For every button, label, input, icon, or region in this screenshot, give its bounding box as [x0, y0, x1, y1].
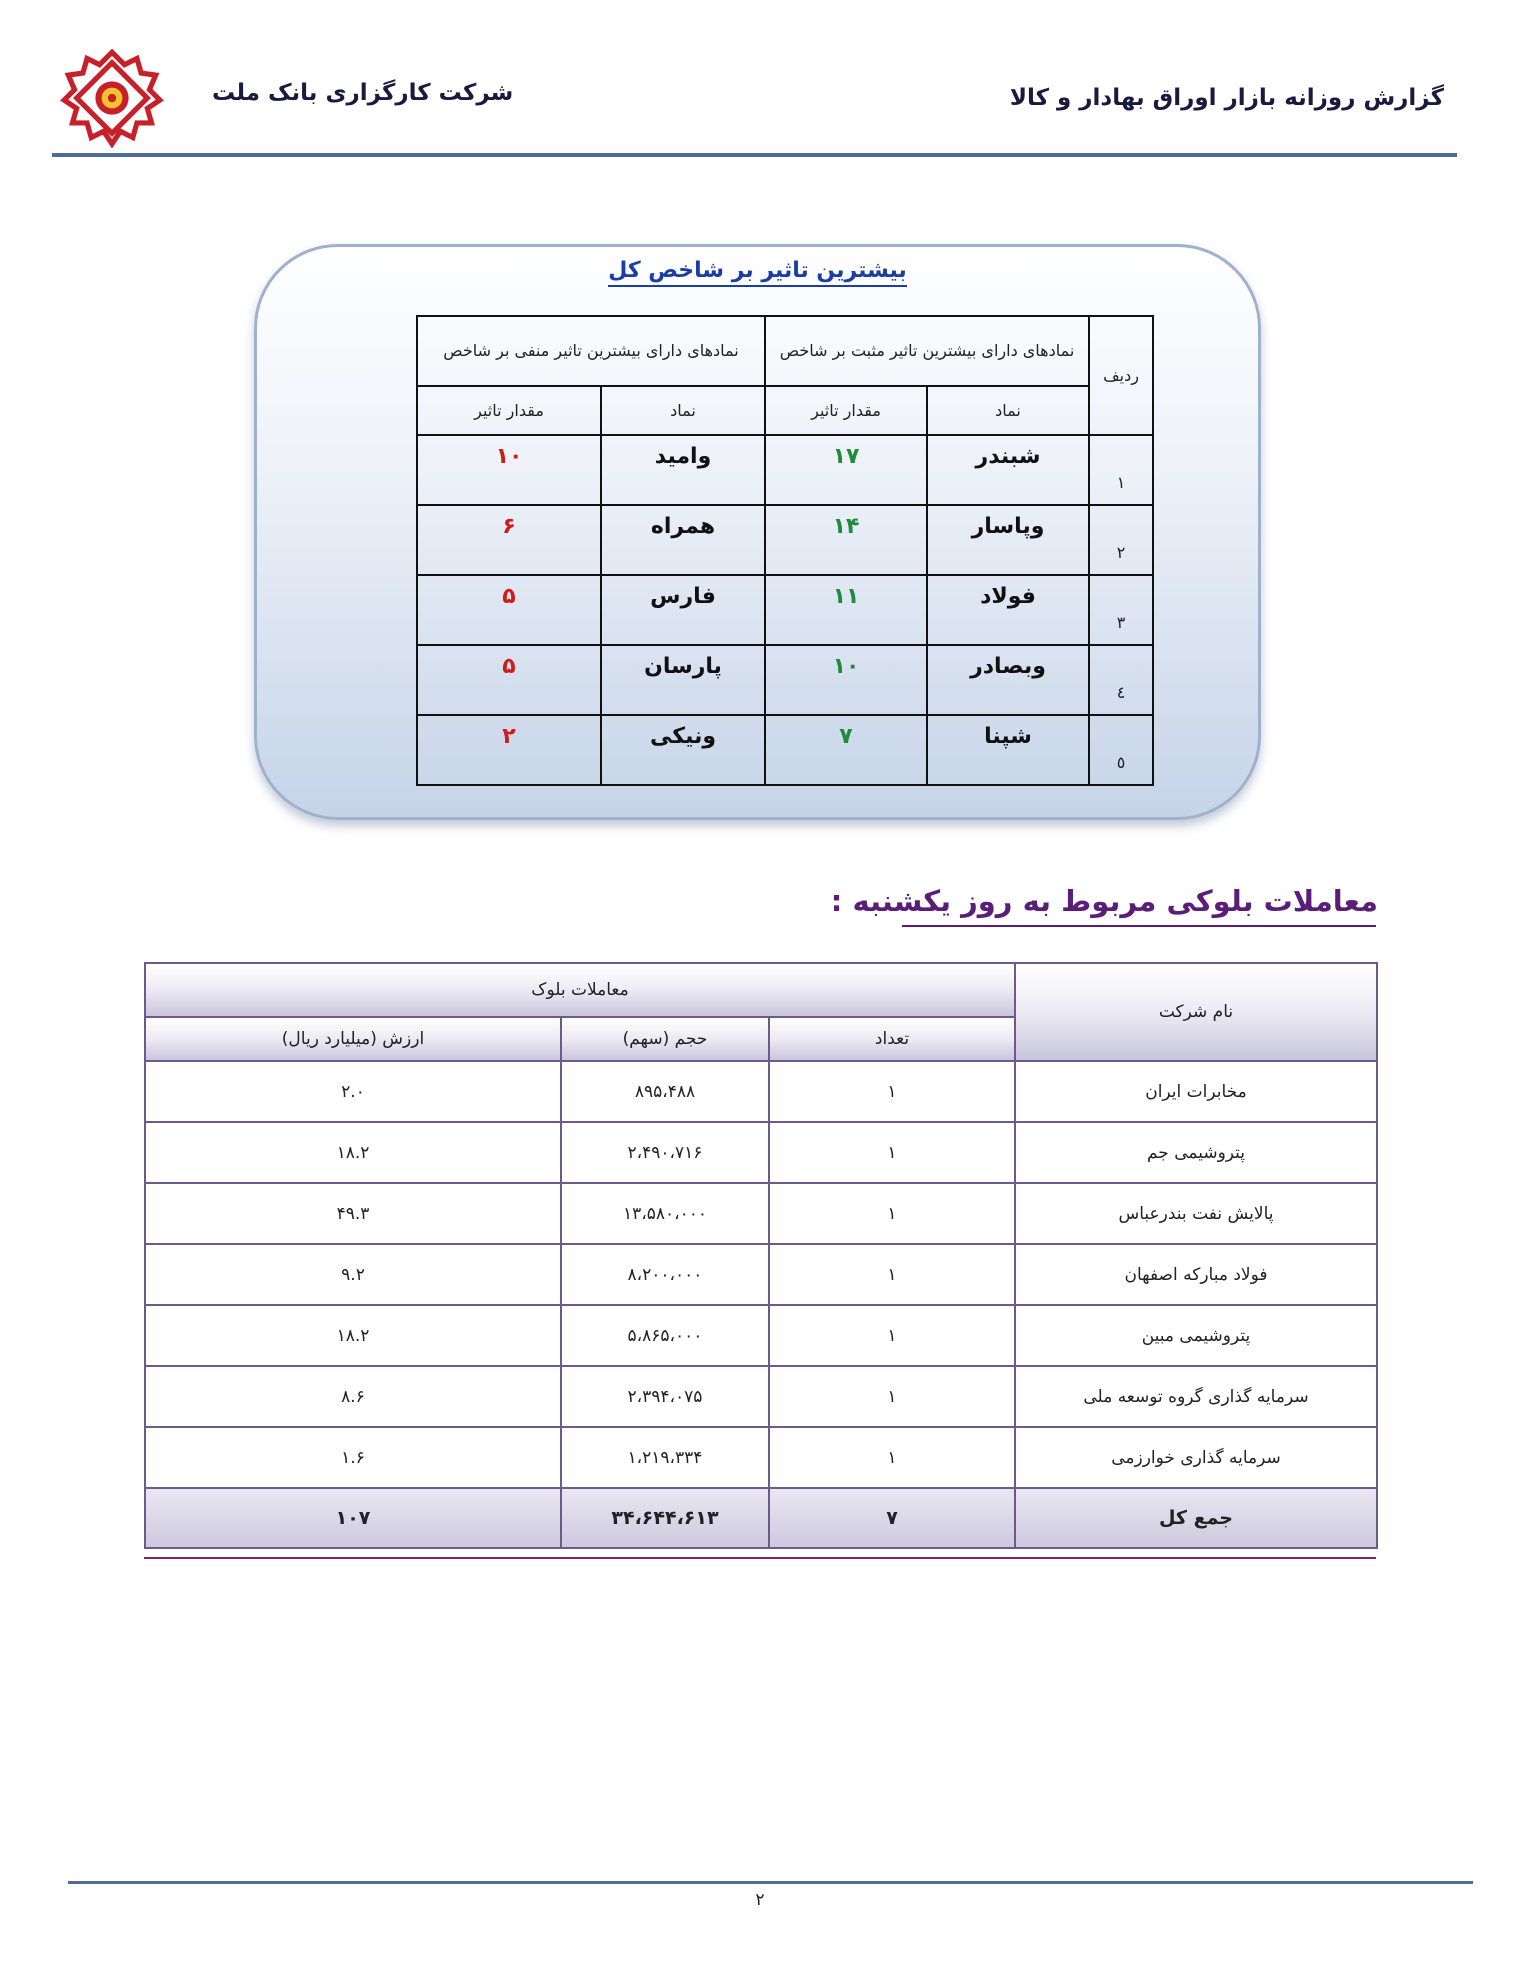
total-value: ۱۰۷ [145, 1488, 561, 1548]
value-cell: ۲.۰ [145, 1061, 561, 1122]
value-cell: ۹.۲ [145, 1244, 561, 1305]
value-cell: ۸.۶ [145, 1366, 561, 1427]
header-row-number: ردیف [1089, 316, 1153, 435]
table-row [145, 1305, 1377, 1366]
positive-symbol: شبندر [927, 435, 1089, 505]
count-cell: ۱ [769, 1122, 1015, 1183]
header-negative-impact: مقدار تاثیر [417, 386, 601, 435]
company-name-cell: پتروشیمی مبین [1015, 1305, 1377, 1366]
table-row [417, 435, 1153, 505]
page-number: ۲ [755, 1890, 765, 1910]
table-row [417, 505, 1153, 575]
negative-symbol: پارسان [601, 645, 765, 715]
positive-impact-value: ۱۱ [765, 575, 927, 645]
row-number: ۳ [1089, 575, 1153, 645]
table-row [145, 1244, 1377, 1305]
volume-cell: ۵،۸۶۵،۰۰۰ [561, 1305, 769, 1366]
volume-cell: ۲،۳۹۴،۰۷۵ [561, 1366, 769, 1427]
negative-impact-value: ۱۰ [417, 435, 601, 505]
positive-impact-value: ۷ [765, 715, 927, 785]
block-trades-title: معاملات بلوکی مربوط به روز یکشنبه : [830, 884, 1378, 918]
header-count: تعداد [769, 1017, 1015, 1061]
index-impact-table [416, 315, 1154, 786]
positive-symbol: وپاسار [927, 505, 1089, 575]
negative-symbol: وامید [601, 435, 765, 505]
total-row [145, 1488, 1377, 1548]
table-row [145, 1427, 1377, 1488]
block-trades-table [144, 962, 1378, 1549]
negative-impact-value: ۵ [417, 645, 601, 715]
table-row [145, 1061, 1377, 1122]
negative-impact-value: ۶ [417, 505, 601, 575]
value-cell: ۱.۶ [145, 1427, 561, 1488]
company-name-cell: پالایش نفت بندرعباس [1015, 1183, 1377, 1244]
bank-mellat-logo-icon [60, 46, 164, 150]
header-block-group: معاملات بلوک [145, 963, 1015, 1017]
table-row [145, 1183, 1377, 1244]
negative-impact-value: ۵ [417, 575, 601, 645]
total-count: ۷ [769, 1488, 1015, 1548]
negative-symbol: فارس [601, 575, 765, 645]
header-positive-impact: مقدار تاثیر [765, 386, 927, 435]
table-row [145, 1366, 1377, 1427]
volume-cell: ۱۳،۵۸۰،۰۰۰ [561, 1183, 769, 1244]
negative-symbol: همراه [601, 505, 765, 575]
value-cell: ۱۸.۲ [145, 1305, 561, 1366]
volume-cell: ۸۹۵،۴۸۸ [561, 1061, 769, 1122]
volume-cell: ۲،۴۹۰،۷۱۶ [561, 1122, 769, 1183]
header-positive-group: نمادهای دارای بیشترین تاثیر مثبت بر شاخص [765, 316, 1089, 386]
positive-impact-value: ۱۰ [765, 645, 927, 715]
company-name: شرکت کارگزاری بانک ملت [212, 80, 514, 106]
row-number: ۱ [1089, 435, 1153, 505]
header-value: ارزش (میلیارد ریال) [145, 1017, 561, 1061]
count-cell: ۱ [769, 1427, 1015, 1488]
company-name-cell: سرمایه گذاری خوارزمی [1015, 1427, 1377, 1488]
header-divider [52, 153, 1457, 157]
negative-symbol: ونیکی [601, 715, 765, 785]
table-row [417, 715, 1153, 785]
positive-impact-value: ۱۴ [765, 505, 927, 575]
row-number: ٥ [1089, 715, 1153, 785]
header-negative-symbol: نماد [601, 386, 765, 435]
count-cell: ۱ [769, 1183, 1015, 1244]
count-cell: ۱ [769, 1061, 1015, 1122]
positive-impact-value: ۱۷ [765, 435, 927, 505]
count-cell: ۱ [769, 1366, 1015, 1427]
report-title: گزارش روزانه بازار اوراق بهادار و کالا [1009, 85, 1444, 111]
company-name-cell: پتروشیمی جم [1015, 1122, 1377, 1183]
table-row [145, 1122, 1377, 1183]
total-label: جمع کل [1015, 1488, 1377, 1548]
block-trades-bottom-rule [144, 1557, 1376, 1559]
table-row [417, 575, 1153, 645]
value-cell: ۴۹.۳ [145, 1183, 561, 1244]
volume-cell: ۱،۲۱۹،۳۳۴ [561, 1427, 769, 1488]
company-name-cell: سرمایه گذاری گروه توسعه ملی [1015, 1366, 1377, 1427]
company-name-cell: مخابرات ایران [1015, 1061, 1377, 1122]
row-number: ۲ [1089, 505, 1153, 575]
header-company: نام شرکت [1015, 963, 1377, 1061]
header-volume: حجم (سهم) [561, 1017, 769, 1061]
index-impact-title: بیشترین تاثیر بر شاخص کل [254, 258, 1261, 283]
table-row [417, 645, 1153, 715]
volume-cell: ۸،۲۰۰،۰۰۰ [561, 1244, 769, 1305]
header-positive-symbol: نماد [927, 386, 1089, 435]
value-cell: ۱۸.۲ [145, 1122, 561, 1183]
positive-symbol: فولاد [927, 575, 1089, 645]
positive-symbol: شپنا [927, 715, 1089, 785]
negative-impact-value: ۲ [417, 715, 601, 785]
positive-symbol: وبصادر [927, 645, 1089, 715]
count-cell: ۱ [769, 1305, 1015, 1366]
count-cell: ۱ [769, 1244, 1015, 1305]
company-name-cell: فولاد مبارکه اصفهان [1015, 1244, 1377, 1305]
block-trades-title-underline [902, 925, 1376, 927]
footer-divider [68, 1881, 1473, 1884]
header-negative-group: نمادهای دارای بیشترین تاثیر منفی بر شاخص [417, 316, 765, 386]
row-number: ٤ [1089, 645, 1153, 715]
total-volume: ۳۴،۶۴۴،۶۱۳ [561, 1488, 769, 1548]
